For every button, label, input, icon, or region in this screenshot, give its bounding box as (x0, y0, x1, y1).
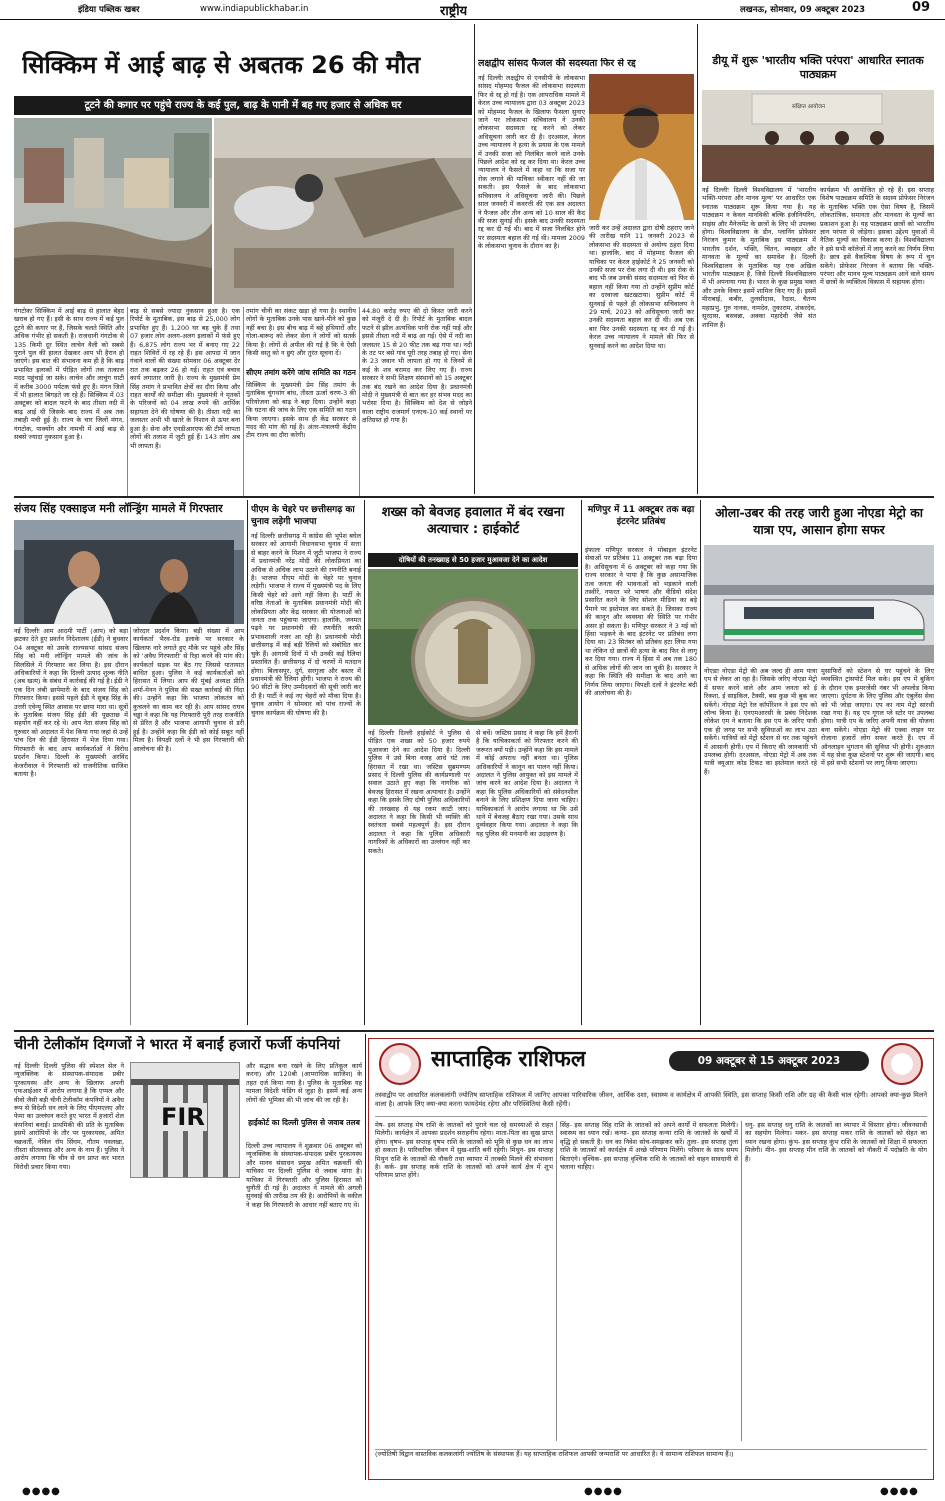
footer-dots-right: ●●●● (880, 1486, 919, 1497)
manipur-headline: मणिपुर में 11 अक्टूबर तक बढ़ा इंटरनेट प्रतिबंध (587, 505, 695, 527)
rashifal-col2: सिंह- इस सप्ताह सिंह राशि के जातकों को अपने कार्यों में सफलता मिलेगी। स्वास्थ्य का ध्यान रखें। कन्या- इस सप्ताह कन्या राशि के जातकों के खर्चों में वृद्धि हो सकती है। धन का निवेश सोच-समझकर करें। तुला- इस सप्ताह तुला राशि के जातकों को कार्यक्षेत्र में अच्छे परिणाम मिलेंगे। परिवार के साथ समय बिताएंगे। वृश्चिक- इस सप्ताह वृश्चिक राशि के जातकों को वाहन सावधानी से चलाना चाहिए। (560, 1121, 738, 1172)
site-url[interactable]: www.indiapublickhabar.in (200, 4, 309, 14)
telecom-text2: और सद्भाव बना रखने के लिए प्रतिकूल कार्य करना) और 120बी (आपराधिक साजिश) के तहत दर्ज किया गया है। पुलिस के मुताबिक यह मामला विदेशी फंडिंग से जुड़ा है। इसमें कई अन्य लोगों की भूमिका की भी जांच की जा रही है। (246, 1062, 362, 1104)
masthead (0, 0, 945, 20)
lakshadweep-text2: जारी कर उन्हें अदालत द्वारा दोषी ठहराए जाने की तारीख यानि 11 जनवरी 2023 से लोकसभा की सदस्यता से अयोग्य ठहरा दिया था। हालांकि, बाद में मोहम्मद फैजल की याचिका पर केरल हाईकोर्ट ने 25 जनवरी को उनकी सजा पर रोक लगा दी थी। इस रोक के बाद भी जब उनकी संसद सदस्यता को फिर से बहाल नहीं किया गया तो उन्होंने सुप्रीम कोर्ट का दरवाजा खटखटाया। सुप्रीम कोर्ट में सुनवाई से पहले ही लोकसभा सचिवालय ने 29 मार्च, 2023 को अधिसूचना जारी कर उनकी सदस्यता बहाल कर दी थी। अब एक बार फिर उनकी सदस्यता रद्द कर दी गई है। केरल उच्च न्यायालय ने मामले की फिर से सुनवाई करने का आदेश दिया था। (589, 224, 694, 350)
footer-dots-left: ●●●● (22, 1486, 61, 1497)
sikkim-col2: बाढ़ से सबसे ज्यादा नुकसान हुआ है। एक रिपोर्ट के मुताबिक, इस बाढ़ से 25,000 लोग प्रभावित हुए हैं। 1,200 घर बह चुके हैं तथा 07 हजार लोग अलग-अलग इलाकों में फंसे हुए हैं। 6,875 लोग राज्य भर में बनाए गए 22 राहत शिविरों में रह रहे हैं। इस आपदा में जान गंवाने वालों की संख्या सोमवार 06 अक्टूबर देर रात तक बढ़कर 26 हो गई। राहत एवं बचाव कार्य लगातार जारी है। राज्य के मुख्यमंत्री प्रेम सिंह तमांग ने प्रभावित क्षेत्रों का दौरा किया और राहत कार्यों की समीक्षा की। मुख्यमंत्री ने मृतकों के परिजनों को 04 लाख रुपये की आर्थिक सहायता देने की घोषणा की है। तीस्ता नदी का जलस्तर अभी भी खतरे के निशान से ऊपर बना हुआ है। सेना और एनडीआरएफ की टीमें लापता लोगों की तलाश में जुटी हुई हैं। 143 लोग अब भी लापता हैं। (130, 307, 240, 450)
manipur-text: इंफालः मणिपुर सरकार ने मोबाइल इंटरनेट सेवाओं पर प्रतिबंध 11 अक्टूबर तक बढ़ा दिया है। अधिसूचना में 6 अक्टूबर को कहा गया कि राज्य सरकार ने पाया है कि कुछ असामाजिक तत्व जनता की भावनाओं को भड़काने वाली तस्वीरें, नफरत भरे भाषण और वीडियो संदेश प्रसारित करने के लिए सोशल मीडिया का बड़े पैमाने पर इस्तेमाल कर सकते हैं। जिसका राज्य की कानून और व्यवस्था की स्थिति पर गंभीर असर हो सकता है। मणिपुर सरकार ने 3 मई को हिंसा भड़कने के बाद इंटरनेट पर प्रतिबंध लगा दिया था। 23 सितंबर को प्रतिबंध हटा लिया गया था लेकिन दो छात्रों की हत्या के बाद फिर से लागू कर दिया गया। राज्य में हिंसा में अब तक 180 से अधिक लोगों की जान जा चुकी है। सरकार ने कहा कि स्थिति की समीक्षा के बाद आगे का निर्णय लिया जाएगा। विपक्षी दलों ने इंटरनेट बंदी की आलोचना की है। (585, 546, 697, 697)
sanjay-text2: जोरदार प्रदर्शन किया। बड़ी संख्या में आप कार्यकर्ता भैरव-रोड इलाके पर सरकार के खिलाफ नारे लगाते हुए मौके पर पहुंचे और सिंह को 'अवैध गिरफ्तारी' से रिहा करने की मांग की। कार्यकर्ता सड़क पर बैठ गए जिससे यातायात बाधित हुआ। पुलिस ने कई कार्यकर्ताओं को हिरासत में लिया। आप की मुंबई अध्यक्ष प्रीति शर्मा-मेनन ने पुलिस की सख्त कार्रवाई की निंदा की। उन्होंने कहा कि भाजपा लोकतंत्र को कुचलने का काम कर रही है। आप सांसद राघव चड्ढा ने कहा कि यह गिरफ्तारी पूरी तरह राजनीति से प्रेरित है और भाजपा आगामी चुनाव से डरी हुई है। उन्होंने कहा कि ईडी को कोई सबूत नहीं मिला है। विपक्षी दलों ने भी इस गिरफ्तारी की आलोचना की है। (133, 627, 244, 753)
sanjay-photo (14, 520, 244, 624)
lakshadweep-text1: नई दिल्लीः लक्षद्वीप से एनसीपी के लोकसभा सांसद मोहम्मद फैजल की लोकसभा सदस्यता फिर से रद्द हो गई है। एक आपराधिक मामले में केरल उच्च न्यायालय द्वारा 03 अक्टूबर 2023 को मोहम्मद फैजल के खिलाफ फैसला सुनाए जाने पर लोकसभा सचिवालय ने उनकी लोकसभा सदस्यता रद्द करने को लेकर अधिसूचना जारी कर दी है। दरअसल, केरल उच्च न्यायालय ने हत्या के प्रयास के एक मामले में उनकी सजा को निलंबित करने वाले उनके पिछले आदेश को रद्द कर दिया था। केरल उच्च न्यायालय ने फैसले में कहा था कि सजा पर रोक लगाने की याचिका स्वीकार नहीं की जा सकती। इस फैसले के बाद लोकसभा सचिवालय ने अधिसूचना जारी की। पिछले साल जनवरी में कवरत्ती की एक सत्र अदालत ने फैजल और तीन अन्य को 10 साल की कैद की सजा सुनाई थी। इसके बाद उनकी सदस्यता रद्द कर दी गई थी। बाद में सजा निलंबित होने पर सदस्यता बहाल की गई थी। मामला 2009 के लोकसभा चुनाव के दौरान का है। (478, 74, 585, 251)
date-line: लखनऊ, सोमवार, 09 अक्टूबर 2023 (740, 5, 866, 15)
rashifal-col1: मेष- इस सप्ताह मेष राशि के जातकों को पुराने चल रहे समस्याओं से राहत मिलेगी। कार्यक्षेत्र में आपका प्रदर्शन सराहनीय रहेगा। माता-पिता का सुख प्राप्त होगा। वृषभ- इस सप्ताह वृषभ राशि के जातकों को भूमि से कुछ धन का लाभ हो सकता है। पारिवारिक जीवन में सुख-शांति बनी रहेगी। मिथुन- इस सप्ताह मिथुन राशि के जातकों की नौकरी तथा व्यापार में तरक्की मिलने की संभावना है। कर्क- इस सप्ताह कर्क राशि के जातकों को अपने कार्य क्षेत्र में शुभ परिणाम प्राप्त होंगे। (375, 1121, 553, 1180)
emblem-photo (368, 569, 578, 725)
hc-text2: से बचें। जस्टिस प्रसाद ने कहा कि हमें हैरानी है कि याचिकाकर्ता को गिरफ्तार करने की जरूरत क्यों पड़ी। उन्होंने कहा कि इस मामले में कोई अपराध नहीं बनता था। पुलिस अधिकारियों ने कानून का पालन नहीं किया। अदालत ने पुलिस आयुक्त को इस मामले में जांच करने का आदेश दिया है। अदालत ने कहा कि पुलिस अधिकारियों को संवेदनशील बनाने के लिए प्रशिक्षण दिया जाना चाहिए। याचिकाकर्ता ने आरोप लगाया था कि उसे थाने में बेवजह बैठाए रखा गया। उसके साथ दुर्व्यवहार किया गया। अदालत ने कहा कि यह पुलिस की मनमानी का उदाहरण है। (476, 729, 578, 838)
sikkim-headline: सिक्किम में आई बाढ़ से अबतक 26 की मौत (22, 51, 421, 79)
sikkim-col4: 44.80 करोड़ रुपए की दो किस्त जारी करने को मंजूरी दे दी है। रिपोर्ट के मुताबिक बादल फटने से झील अत्यधिक पानी रोक नहीं पाई और इससे तीस्ता नदी में बाढ़ आ गई। ऐसे में नदी का जलस्तर 15 से 20 फीट तक बढ़ गया था। नदी के तट पर बसे गांव पूरी तरह तबाह हो गए। सेना के 23 जवान भी लापता हो गए थे जिनमें से कई के शव बरामद कर लिए गए हैं। राज्य सरकार ने सभी शिक्षण संस्थानों को 15 अक्टूबर तक बंद रखने का आदेश दिया है। प्रधानमंत्री मोदी ने मुख्यमंत्री से बात कर हर संभव मदद का भरोसा दिया है। सिक्किम को देश से जोड़ने वाला राष्ट्रीय राजमार्ग एनएच-10 कई स्थानों पर क्षतिग्रस्त हो गया है। (362, 307, 472, 425)
rashifal-footer: (ज्योतिषी विद्वान वास्तविक कलकलांगी ज्योतिष के संस्थापक हैं। यह साप्ताहिक राशिफल आपकी जन्मराशि पर आधारित है। ये सामान्य राशिफल सामान्य हैं।) (375, 1449, 927, 1475)
sikkim-col1: गंगटोकः सिक्किम में आई बाढ़ से हालात बेहद खराब हो गए हैं। इसी के साथ राज्य में कई पुल टूटने की कगार पर हैं, जिसके चलते स्थिति और अधिक गंभीर हो सकती है। राजधानी गंगटोक से 135 किमी दूर स्थित लाचेन वैली को सबसे पुराने पुल की हालत देखकर आप भी हैरान हो जाएंगे। इस बात की संभावना कम ही है कि बाढ़ प्रभावित इलाकों में पीड़ित लोगों तक तत्काल मदद पहुंचाई जा सके। लाचेन और लाचुंग घाटी में करीब 3000 पर्यटक फंसे हुए हैं। मंगन जिले में भी हालात बिगड़ते जा रहे हैं। सिक्किम में 03 अक्टूबर को बादल फटने के बाद तीस्ता नदी में बाढ़ आई थी जिसके बाद राज्य में अब तक तबाही मची हुई है। राज्य के चार जिलों मंगन, गंगटोक, पाक्योंग और नामची में आई बाढ़ से सबसे ज्यादा नुकसान हुआ है। (14, 307, 124, 442)
zodiac-wheel-icon-right (881, 1043, 923, 1085)
du-text2: कार्यक्रम भी आयोजित हो रहे हैं। इस सप्ताह विशेष पाठ्यक्रम समिति के सदस्य प्रोफेसर निरंजन के मुताबिक भक्ति एक ऐसा विषय है, जिसमें लोकतांत्रिक, समानता और मानवता के मूल्यों का प्रकाशन हुआ है। यह पाठ्यक्रम छात्रों को भारतीय ज्ञान परंपरा से जोड़ेगा। इसका उद्देश्य युवाओं में नैतिक मूल्यों का विकास करना है। विश्वविद्यालय ने इसे सभी कॉलेजों में लागू करने का निर्णय लिया है। छात्र इसे वैकल्पिक विषय के रूप में चुन सकेंगे। प्रोफेसर निरंजन ने बताया कि भक्ति-परंपरा और मानव मूल्य पाठ्यक्रम आने वाले समय में छात्रों के व्यक्तित्व विकास में सहायक होगा। (820, 186, 934, 287)
telecom-headline: चीनी टेलीकॉम दिग्गजों ने भारत में बनाईं हजारों फर्जी कंपनियां (14, 1037, 340, 1053)
rashifal-intro: तस्वाद्वीप पर आधारित कलकलांगी ज्योतिष साप्ताहिक राशिफल में जानिए आपका पारिवारिक जीवन, आर्थिक दशा, स्वास्थ्य व कार्यक्षेत्र में आपकी स्थिति, इस सप्ताह किसी राशि और ग्रह की कैसी चाल रहेगी। आपको क्या-कुछ मिलने वाला है। आपके लिए क्या-क्या करना फायदेमंद रहेगा और परिस्थितियां कैसी रहेंगी। (375, 1091, 927, 1117)
lakshadweep-headline: लक्षद्वीप सांसद फैजल की सदस्यता फिर से रद्द (478, 58, 636, 69)
sikkim-col3-subhead: सीएम तमांग करेंगे जांच समिति का गठन (246, 368, 356, 377)
fir-photo (130, 1062, 240, 1178)
chhattisgarh-headline: पीएम के चेहरे पर छत्तीसगढ़ का चुनाव लड़ेगी भाजपा (251, 505, 355, 527)
sikkim-subhead: टूटने की कगार पर पहुंचे राज्य के कई पुल, बाढ़ के पानी में बह गए हजार से अधिक घर (14, 96, 472, 115)
rashifal-dates: 09 अक्टूबर से 15 अक्टूबर 2023 (669, 1051, 869, 1071)
chhattisgarh-text: नई दिल्लीः छत्तीसगढ़ में कांग्रेस की भूपेश बघेल सरकार को आगामी विधानसभा चुनाव में सत्ता से बाहर करने के मिशन में जुटी भाजपा ने राज्य में प्रधानमंत्री नरेंद्र मोदी की लोकप्रियता का अधिक से अधिक लाभ उठाने की रणनीति बनाई है। भाजपा पीएम मोदी के चेहरे पर चुनाव लड़ेगी। भाजपा ने राज्य में मुख्यमंत्री पद के लिए किसी चेहरे को आगे नहीं किया है। पार्टी के वरिष्ठ नेताओं के मुताबिक प्रधानमंत्री मोदी की लोकप्रियता और केंद्र सरकार की योजनाओं को जनता तक पहुंचाया जाएगा। हालांकि, जनमत पढ़ने पर प्रधानमंत्री की रणनीति काफी प्रभावशाली नजर आ रही है। प्रधानमंत्री मोदी छत्तीसगढ़ में कई बड़ी रैलियों को संबोधित कर चुके हैं। आगामी दिनों में भी उनकी कई रैलियां प्रस्तावित हैं। छत्तीसगढ़ में दो चरणों में मतदान होगा। बिलासपुर, दुर्ग, सरगुजा और बस्तर में प्रधानमंत्री की रैलियां होंगी। भाजपा ने राज्य की 90 सीटों के लिए उम्मीदवारों की सूची जारी कर दी है। पार्टी ने कई नए चेहरों को मौका दिया है। चुनाव आयोग ने सोमवार को पांच राज्यों के चुनाव कार्यक्रम की घोषणा की है। (251, 532, 361, 717)
seminar-photo (702, 90, 934, 182)
sikkim-col3: तमांग चीनी का संकट खड़ा हो गया है। स्थानीय लोगों के मुताबिक उनके पास खाने-पीने को कुछ नहीं बचा है। इस बीच बाढ़ में बहे हथियारों और गोला-बारूद को लेकर सेना ने लोगों को सतर्क किया है। लोगों से अपील की गई है कि वे ऐसी किसी वस्तु को न छुएं और तुरंत सूचना दें। (246, 307, 356, 358)
du-headline: डीयू में शुरू 'भारतीय भक्ति परंपरा' आधारित स्नातक पाठ्यक्रम (712, 54, 924, 81)
sanjay-headline: संजय सिंह एक्साइज मनी लॉन्ड्रिंग मामले में गिरफ्तार (14, 502, 223, 515)
noida-text1: नोएडाः नोएडा मेट्रो की अब जल्द ही आम यात्रा एप से लेकर आ रहा है। जिसके जरिए नोएडा मेट्रो में सफर करने वाले और आम जनता को ई रिक्शा, ई साइकिल, टैक्सी, बस कुछ भी बुक कर सकेंगे। नोएडा मेट्रो रेल कॉर्पोरेशन ने इस एप को लॉन्च किया है। एनएमआरसी के प्रबंध निदेशक लोकेश एम ने बताया कि इस एप के जरिए यात्री एक ही जगह पर सभी सुविधाओं का लाभ उठा सकेंगे। यात्रियों को मेट्रो स्टेशन से घर तक पहुंचने में आसानी होगी। एप में किराए की जानकारी भी उपलब्ध होगी। दरअसल, नोएडा मेट्रो में अब तक यात्री क्यूआर कोड टिकट का इस्तेमाल करते रहे हैं। (704, 667, 817, 776)
paper-name: इंडिया पब्लिक खबर (78, 5, 140, 15)
sikkim-col3b: सिक्किम के मुख्यमंत्री प्रेम सिंह तमांग के मुताबिक चुंगथांग बांध, तीस्ता ऊर्जा चरण-3 की परियोजना को बाढ़ ने बहा दिया। उन्होंने कहा कि घटना की जांच के लिए एक समिति का गठन किया जाएगा। इसके साथ ही केंद्र सरकार से मदद की मांग की गई है। अंतर-मंत्रालयी केंद्रीय टीम राज्य का दौरा करेगी। (246, 381, 356, 440)
du-text1: नई दिल्लीः दिल्ली विश्वविद्यालय में 'भारतीय भक्ति-परंपरा और मानव मूल्य' पर आधारित एक स्नातक पाठ्यक्रम शुरू किया गया है। यह पाठ्यक्रम न केवल मानविकी बल्कि इंजीनियरिंग, साइंस और मैनेजमेंट के छात्रों के लिए भी उपलब्ध होगा। विश्वविद्यालय के डीन, प्लानिंग प्रोफेसर निरंजन कुमार के मुताबिक इस पाठ्यक्रम में भारतीय दर्शन, भक्ति, चिंतन, व्यवहार और मानवता के मूल्यों का समावेश है। दिल्ली विश्वविद्यालय के मुताबिक यह एक अखिल भारतीय पाठ्यक्रम है, जिसे दिल्ली विश्वविद्यालय में भी अपनाया गया है। भारत के कुछ प्रमुख भक्त और उनके विचार इसमें शामिल किए गए हैं। इसमें मीराबाई, कबीर, तुलसीदास, रैदास, चैतन्य महाप्रभु, गुरु नानक, नामदेव, तुकाराम, शंकरदेव, सूरदास, बसवन्ना, अक्का महादेवी जैसे संत शामिल हैं। (702, 186, 816, 329)
metro-train-photo (704, 545, 934, 663)
telecom-text3: दिल्ली उच्च न्यायालय ने शुक्रवार 06 अक्टूबर को न्यूजक्लिक के संस्थापक-संपादक प्रबीर पुरकायस्थ और मानव संसाधन प्रमुख अमित चक्रवर्ती की याचिका पर दिल्ली पुलिस से जवाब मांगा है। याचिका में गिरफ्तारी और पुलिस हिरासत को चुनौती दी गई है। अदालत ने मामले की अगली सुनवाई की तारीख तय की है। आरोपियों के वकील ने कहा कि गिरफ्तारी के आधार नहीं बताए गए थे। (246, 1142, 362, 1209)
hc-subhead: दोषियों की तनख्वाह से 50 हजार मुआवजा देने का आदेश (368, 553, 578, 567)
hc-text1: नई दिल्लीः दिल्ली हाईकोर्ट ने पुलिस से पीड़ित एक शख्स को 50 हजार रुपये मुआवजा देने का आदेश दिया है। दिल्ली पुलिस ने उसे बिना वजह आधे घंटे तक हिरासत में रखा था। जस्टिस सुब्रमण्यम प्रसाद ने दिल्ली पुलिस की कार्यप्रणाली पर सवाल उठाते हुए कहा कि नागरिक को बेवजह हिरासत में रखना अत्याचार है। उन्होंने कहा कि इसके लिए दोषी पुलिस अधिकारियों की तनख्वाह से यह रकम काटी जाए। अदालत ने कहा कि किसी भी व्यक्ति की स्वतंत्रता सबसे महत्वपूर्ण है। इस दौरान अदालत ने कहा कि पुलिस अधिकारी नागरिकों के अधिकारों का उल्लंघन नहीं कर सकते। (368, 729, 470, 855)
flood-photo (14, 118, 212, 304)
section-name: राष्ट्रीय (440, 4, 468, 19)
sanjay-text: नई दिल्लीः आम आदमी पार्टी (आप) को बड़ा झटका देते हुए प्रवर्तन निदेशालय (ईडी) ने बुधवार 04 अक्टूबर को उसके राज्यसभा सांसद संजय सिंह को मनी लॉन्ड्रिंग मामले की जांच के सिलसिले में गिरफ्तार कर लिया है। इस दौरान अधिकारियों ने कहा कि दिल्ली उत्पाद शुल्क नीति (अब खत्म) के संबंध में कार्रवाई की गई है। ईडी ने एक दिन लंबी छापेमारी के बाद संजय सिंह को गिरफ्तार किया। इससे पहले ईडी ने सुबह सिंह के उत्तरी एवेन्यू स्थित आवास पर छापा मारा था। सूत्रों के मुताबिक संजय सिंह ईडी की पूछताछ में सहयोग नहीं कर रहे थे। आप नेता संजय सिंह को गुरुवार को अदालत में पेश किया गया जहां से उन्हें पांच दिन की ईडी हिरासत में भेज दिया गया। गिरफ्तारी के बाद आप कार्यकर्ताओं ने विरोध प्रदर्शन किया। दिल्ली के मुख्यमंत्री अरविंद केजरीवाल ने गिरफ्तारी को राजनीतिक साजिश बताया है। (14, 627, 128, 778)
telecom-text1: नई दिल्लीः दिल्ली पुलिस की स्पेशल सेल ने न्यूजक्लिक के संस्थापक-संपादक प्रबीर पुरकायस्थ और अन्य के खिलाफ अपनी एफआईआर में आरोप लगाया है कि एप्पल और वीवो जैसी बड़ी चीनी टेलीकॉम कंपनियों ने अवैध रूप से विदेशी धन लाने के लिए पीएमएलए और फेमा का उल्लंघन करते हुए भारत में हजारों शेल कंपनियां बनाईं। प्राथमिकी की प्रति के मुताबिक इसमें आरोपियों के तौर पर पुरकायस्थ, अमित चक्रवर्ती, नेविल रॉय सिंघम, गौतम नवलखा, तीस्ता सीतलवाड़ और अन्य के नाम हैं। पुलिस ने आरोप लगाया कि चीन से धन प्राप्त कर भारत विरोधी प्रचार किया गया। (14, 1062, 124, 1171)
noida-headline: ओला-उबर की तरह जारी हुआ नोएडा मेट्रो का यात्रा एप, आसान होगा सफर (714, 505, 924, 537)
rashifal-col3: धनु- इस सप्ताह धनु राशि के जातकों का व्यापार में विस्तार होगा। जीवनसाथी का सहयोग मिलेगा। मकर- इस सप्ताह मकर राशि के जातकों को सेहत का ध्यान रखना होगा। कुंभ- इस सप्ताह कुंभ राशि के जातकों को शिक्षा में सफलता मिलेगी। मीन- इस सप्ताह मीन राशि के जातकों को नौकरी में पदोन्नति के योग हैं। (745, 1121, 927, 1163)
telecom-sub: हाईकोर्ट का दिल्ली पुलिस से जवाब तलब (248, 1118, 360, 1127)
rashifal-box (368, 1038, 934, 1480)
seminar-caption: संक्षिप्त आयोजन (792, 104, 826, 110)
debris-photo (214, 118, 472, 304)
person-photo (589, 74, 694, 220)
zodiac-wheel-icon (379, 1043, 421, 1085)
hc-headline: शख्स को बेवजह हवालात में बंद रखना अत्याचार : हाईकोर्ट (381, 505, 565, 537)
telecom-text1b (130, 1182, 240, 1476)
rashifal-title: साप्ताहिक राशिफल (431, 1047, 586, 1072)
footer-dots-mid: ●●●● (584, 1486, 623, 1497)
fir-label: FIR (161, 1103, 205, 1131)
page-number: 09 (912, 0, 931, 15)
noida-text2: मुसाफिरों को स्टेशन से घर पहुंचने के लिए व्यवस्थित ट्रांसपोर्ट मिल सके। इस एप में बुकिंग के दौरान एक इमरजेंसी नंबर भी अपलोड किया जाएगा। दुर्घटना के लिए पुलिस और एंबुलेंस सेवा को भी जोड़ा जाएगा। एप का नाम मेट्रो सारथी रखा गया है। यह एप गूगल प्ले स्टोर पर उपलब्ध होगा। यात्री एप के जरिए अपनी यात्रा की योजना बना सकेंगे। नोएडा मेट्रो की एक्वा लाइन पर रोजाना हजारों लोग सफर करते हैं। एप में ऑनलाइन भुगतान की सुविधा भी होगी। शुरुआत में यह सेवा कुछ स्टेशनों पर शुरू की जाएगी। बाद में इसे सभी स्टेशनों पर लागू किया जाएगा। (821, 667, 934, 768)
